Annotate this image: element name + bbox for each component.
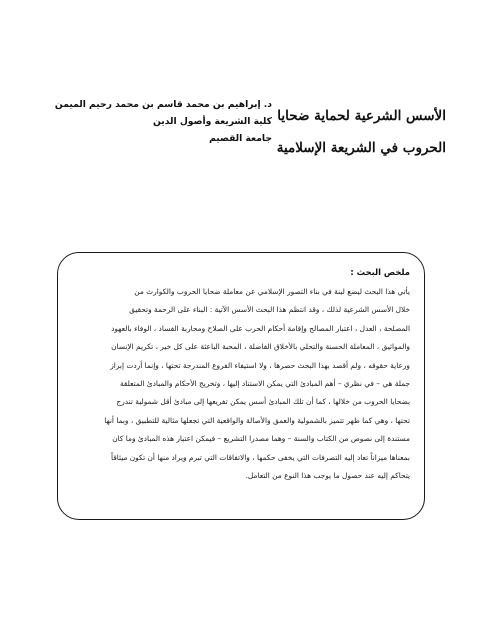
author-university: جامعة القصيم bbox=[209, 133, 272, 144]
abstract-line: مستندة إلى نصوص من الكتاب والسنة – وهما مصدرا التشريع – فيمكن اعتبار هذه المبادئ وما كان bbox=[112, 434, 410, 444]
abstract-line: ورعاية حقوقه ، ولم أقصد بهذا البحث حصرها ، ولا استيفاء الفروع المندرجة تحتها ، وإنما أردت إبراز bbox=[110, 360, 410, 370]
author-info bbox=[54, 96, 272, 147]
abstract-line: يأتي هذا البحث ليضع لبنة في بناء التصور الإسلامي عن معاملة ضحايا الحروب والكوارث من bbox=[134, 287, 410, 296]
abstract-line: والمواثيق ، المعاملة الحسنة والتحلي بالأخلاق الفاضلة ، المحبة الباعثة على كل خير ، تكريم الإنسان bbox=[111, 342, 410, 352]
abstract-heading: ملخص البحث : bbox=[350, 267, 410, 277]
abstract-box bbox=[57, 252, 425, 520]
title-line-2: الحروب في الشريعة الإسلامية bbox=[276, 140, 446, 156]
abstract-line: جملة هي – في نظري – أهم المبادئ التي يمكن الاستناد إليها ، وتخريج الأحكام والمبادئ المتعلقة bbox=[119, 379, 410, 389]
abstract-line: بمعناها ميزاناً تعاد إليه التصرفات التي يخفى حكمها ، والاتفاقات التي تبرم ويراد منها أن تكون ميثاقاً bbox=[110, 452, 410, 462]
paper-title bbox=[246, 100, 446, 164]
abstract-line: بضحايا الحروب من خلالها ، كما أن تلك المبادئ أسس يمكن تفريعها إلى مبادئ أقل شمولية تندرج bbox=[116, 397, 410, 407]
author-name: د. إبراهيم بن محمد قاسم بن محمد رحيم الميمن bbox=[54, 99, 272, 110]
title-line-1: الأسس الشرعية لحماية ضحايا bbox=[277, 108, 446, 124]
abstract-line: خلال الأسس الشرعية لذلك ، وقد انتظم هذا البحث الأسس الآتية : البناء على الرحمة وتحقيق bbox=[129, 305, 410, 315]
abstract-line: تحتها ، وهي كما ظهر تتميز بالشمولية والعمق والأصالة والواقعية التي تجعلها مثالية للتطبيق ، وبما أنها bbox=[104, 415, 410, 425]
author-college: كلية الشريعة وأصول الدين bbox=[153, 116, 272, 127]
abstract-line: المصلحة ، العدل ، اعتبار المصالح وإقامة أحكام الحرب على الصلاح ومحاربة الفساد ، الوفاء بالعهود bbox=[111, 323, 410, 333]
abstract-line: يتحاكم إليه عند حصول ما يوجب هذا النوع من التعامل. bbox=[245, 471, 410, 481]
